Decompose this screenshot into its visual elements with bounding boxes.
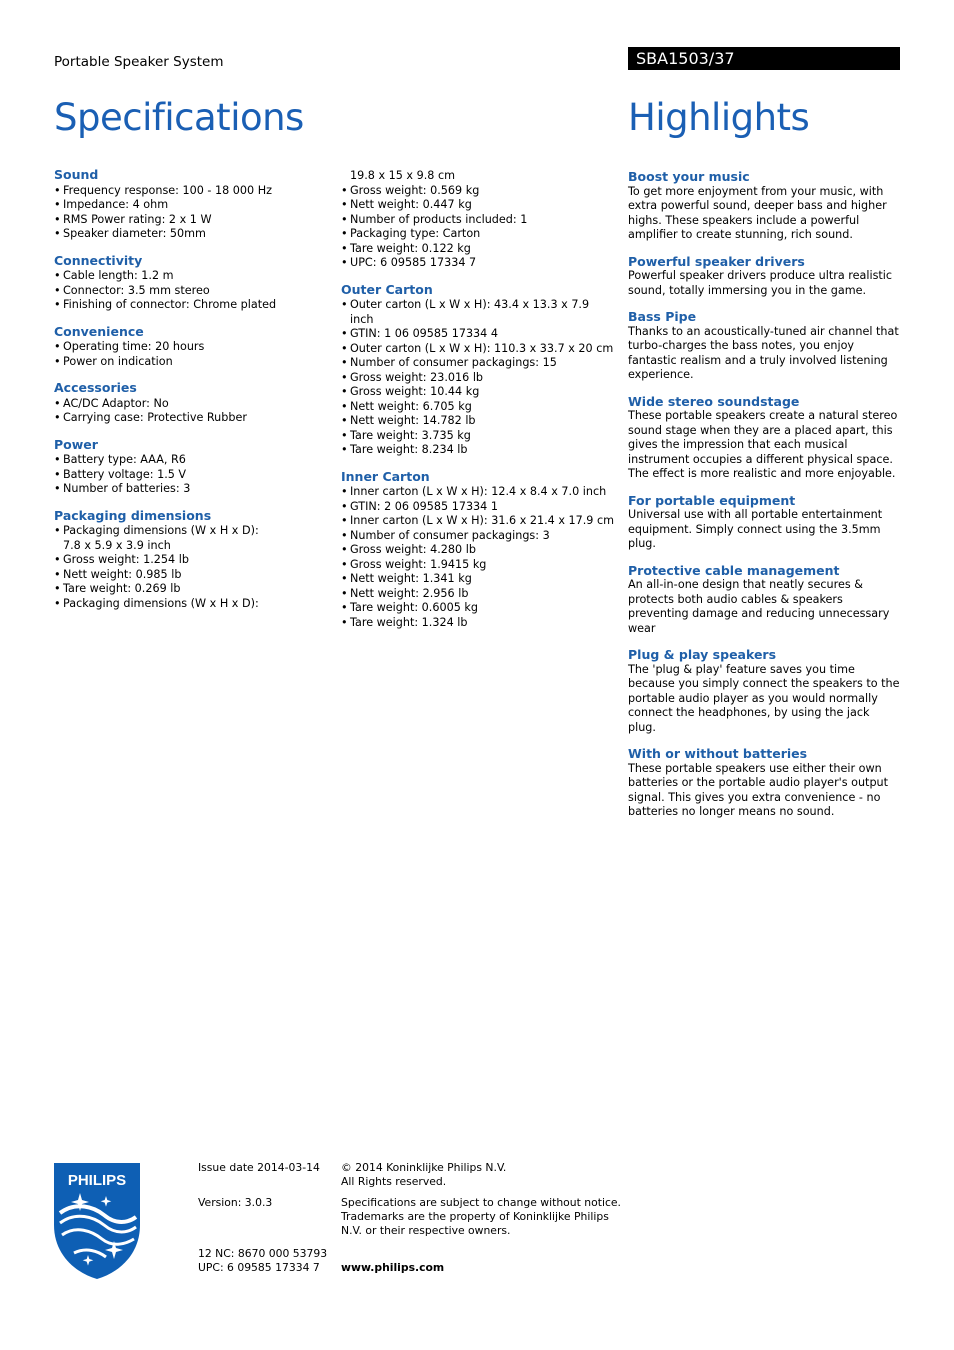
list-item: • Gross weight: 1.9415 kg — [341, 558, 616, 573]
list-item: • Tare weight: 1.324 lb — [341, 616, 616, 631]
highlight-text: These portable speakers create a natural stereo sound stage when they are a placed apart, this gives the impression that each musical instrument occupies a different physical space. The effect is more realistic and more enjoyable. — [628, 409, 898, 480]
list-item: • Number of products included: 1 — [341, 213, 616, 228]
copyright — [341, 1161, 506, 1189]
section-title-packaging: Packaging dimensions — [54, 507, 212, 523]
section-title-connectivity: Connectivity — [54, 252, 143, 268]
highlight-text: These portable speakers use either their own batteries or the portable audio player's output signal. This gives you extra convenience - no batteries no longer means no sound. — [628, 761, 889, 818]
highlight-title: Plug & play speakers — [628, 647, 777, 662]
product-type: Portable Speaker System — [54, 54, 224, 70]
product-codes — [198, 1247, 327, 1275]
section-title-inner-carton: Inner Carton — [341, 468, 430, 484]
list-item: • Operating time: 20 hours — [54, 340, 329, 355]
list-item: • Tare weight: 0.6005 kg — [341, 601, 616, 616]
highlight-text: Powerful speaker drivers produce ultra realistic sound, totally immersing you in the game. — [628, 269, 893, 297]
highlight-title: For portable equipment — [628, 492, 796, 508]
list-item: • Frequency response: 100 - 18 000 Hz — [54, 184, 329, 199]
list-item: • Connector: 3.5 mm stereo — [54, 284, 329, 299]
list-item: • Packaging dimensions (W x H x D): — [54, 524, 329, 539]
list-item: • Tare weight: 8.234 lb — [341, 443, 616, 458]
highlight-title: Bass Pipe — [628, 309, 697, 324]
specifications-title: Specifications — [54, 96, 304, 139]
packaging-list — [54, 524, 329, 611]
logo-wordmark: PHILIPS — [67, 1172, 127, 1189]
list-item: • Tare weight: 3.735 kg — [341, 429, 616, 444]
list-item: • Finishing of connector: Chrome plated — [54, 298, 329, 313]
highlight-title: Powerful speaker drivers — [628, 253, 805, 269]
list-item: • Battery type: AAA, R6 — [54, 453, 329, 468]
list-item: • Packaging dimensions (W x H x D): — [54, 597, 329, 612]
highlight-text: An all-in-one design that neatly secures & protects both audio cables & speakers preventing damage and reducing unnecessary wear — [628, 578, 890, 635]
list-item: • Nett weight: 14.782 lb — [341, 414, 616, 429]
list-item: • Inner carton (L x W x H): 12.4 x 8.4 x 7.0 inch — [341, 485, 616, 500]
list-item: • Gross weight: 10.44 kg — [341, 385, 616, 400]
highlights-column — [628, 168, 900, 820]
nc-code: 12 NC: 8670 000 53793 — [198, 1247, 328, 1260]
highlight-title: With or without batteries — [628, 746, 808, 761]
list-item: • AC/DC Adaptor: No — [54, 397, 329, 412]
version: Version: 3.0.3 — [198, 1196, 273, 1209]
philips-logo — [54, 1163, 140, 1279]
spec-notice: Specifications are subject to change without notice. Trademarks are the property of Koninklijke Philips N.V. or their respective owners. — [341, 1196, 621, 1237]
highlight-title: Boost your music — [628, 169, 750, 184]
section-title-power: Power — [54, 436, 98, 452]
list-item-continuation: 19.8 x 15 x 9.8 cm — [350, 169, 456, 182]
list-item: • Outer carton (L x W x H): 43.4 x 13.3 x 7.9 inch — [341, 298, 616, 327]
list-item: • Number of consumer packagings: 3 — [341, 529, 616, 544]
list-item: • Nett weight: 6.705 kg — [341, 400, 616, 415]
highlights-title: Highlights — [628, 96, 810, 139]
list-item: • Number of batteries: 3 — [54, 482, 329, 497]
specs-column-1 — [54, 166, 329, 611]
section-title-convenience: Convenience — [54, 323, 144, 339]
connectivity-list — [54, 269, 329, 313]
section-title-accessories: Accessories — [54, 380, 137, 395]
packaging-list-continued — [341, 169, 616, 271]
highlight-title: Protective cable management — [628, 562, 840, 578]
list-item: • Tare weight: 0.122 kg — [341, 242, 616, 257]
list-item-continuation: 7.8 x 5.9 x 3.9 inch — [63, 538, 171, 552]
list-item: • UPC: 6 09585 17334 7 — [341, 256, 616, 271]
power-list — [54, 453, 329, 497]
list-item: • Carrying case: Protective Rubber — [54, 411, 329, 426]
list-item: • Power on indication — [54, 355, 329, 370]
list-item: • GTIN: 2 06 09585 17334 1 — [341, 500, 616, 515]
list-item: • Nett weight: 1.341 kg — [341, 572, 616, 587]
list-item: • RMS Power rating: 2 x 1 W — [54, 213, 329, 228]
outer-carton-list — [341, 298, 616, 458]
list-item: • Tare weight: 0.269 lb — [54, 582, 329, 597]
model-badge: SBA1503/37 — [628, 47, 900, 70]
list-item: • Speaker diameter: 50mm — [54, 227, 329, 242]
list-item: • Nett weight: 2.956 lb — [341, 587, 616, 602]
list-item: • Battery voltage: 1.5 V — [54, 468, 329, 483]
section-title-sound: Sound — [54, 167, 99, 182]
highlight-title: Wide stereo soundstage — [628, 393, 800, 409]
list-item: • Outer carton (L x W x H): 110.3 x 33.7 x 20 cm — [341, 342, 616, 357]
issue-date: Issue date 2014-03-14 — [198, 1161, 320, 1174]
list-item: • Number of consumer packagings: 15 — [341, 356, 616, 371]
section-title-outer-carton: Outer Carton — [341, 281, 433, 297]
rights-text: All Rights reserved. — [341, 1175, 447, 1188]
list-item: • Impedance: 4 ohm — [54, 198, 329, 213]
inner-carton-list — [341, 485, 616, 630]
list-item: • Gross weight: 23.016 lb — [341, 371, 616, 386]
convenience-list — [54, 340, 329, 369]
list-item: • Cable length: 1.2 m — [54, 269, 329, 284]
highlight-text: Universal use with all portable entertainment equipment. Simply connect using the 3.5mm plug. — [628, 508, 883, 550]
list-item: • Inner carton (L x W x H): 31.6 x 21.4 x 17.9 cm — [341, 514, 616, 529]
list-item: • Packaging type: Carton — [341, 227, 616, 242]
list-item: • Gross weight: 4.280 lb — [341, 543, 616, 558]
website-link[interactable]: www.philips.com — [341, 1261, 445, 1274]
accessories-list — [54, 397, 329, 426]
list-item: • Gross weight: 1.254 lb — [54, 553, 329, 568]
list-item: • GTIN: 1 06 09585 17334 4 — [341, 327, 616, 342]
specs-column-2 — [341, 166, 616, 630]
upc-code: UPC: 6 09585 17334 7 — [198, 1261, 320, 1274]
highlight-text: To get more enjoyment from your music, with extra powerful sound, deeper bass and higher highs. These speakers include a powerful amplifier to create stunning, rich sound. — [628, 184, 887, 241]
list-item: • Gross weight: 0.569 kg — [341, 184, 616, 199]
copyright-text: © 2014 Koninklijke Philips N.V. — [341, 1161, 507, 1174]
highlight-text: Thanks to an acoustically-tuned air channel that turbo-charges the bass notes, you enjoy fantastic realism and a truly involved listening experience. — [628, 324, 899, 381]
list-item: • Nett weight: 0.447 kg — [341, 198, 616, 213]
highlight-text: The 'plug & play' feature saves you time because you simply connect the speakers to the portable audio player as you would normally connect the headphones, by using the jack plug. — [628, 662, 900, 734]
sound-list — [54, 184, 329, 242]
list-item: • Nett weight: 0.985 lb — [54, 568, 329, 583]
